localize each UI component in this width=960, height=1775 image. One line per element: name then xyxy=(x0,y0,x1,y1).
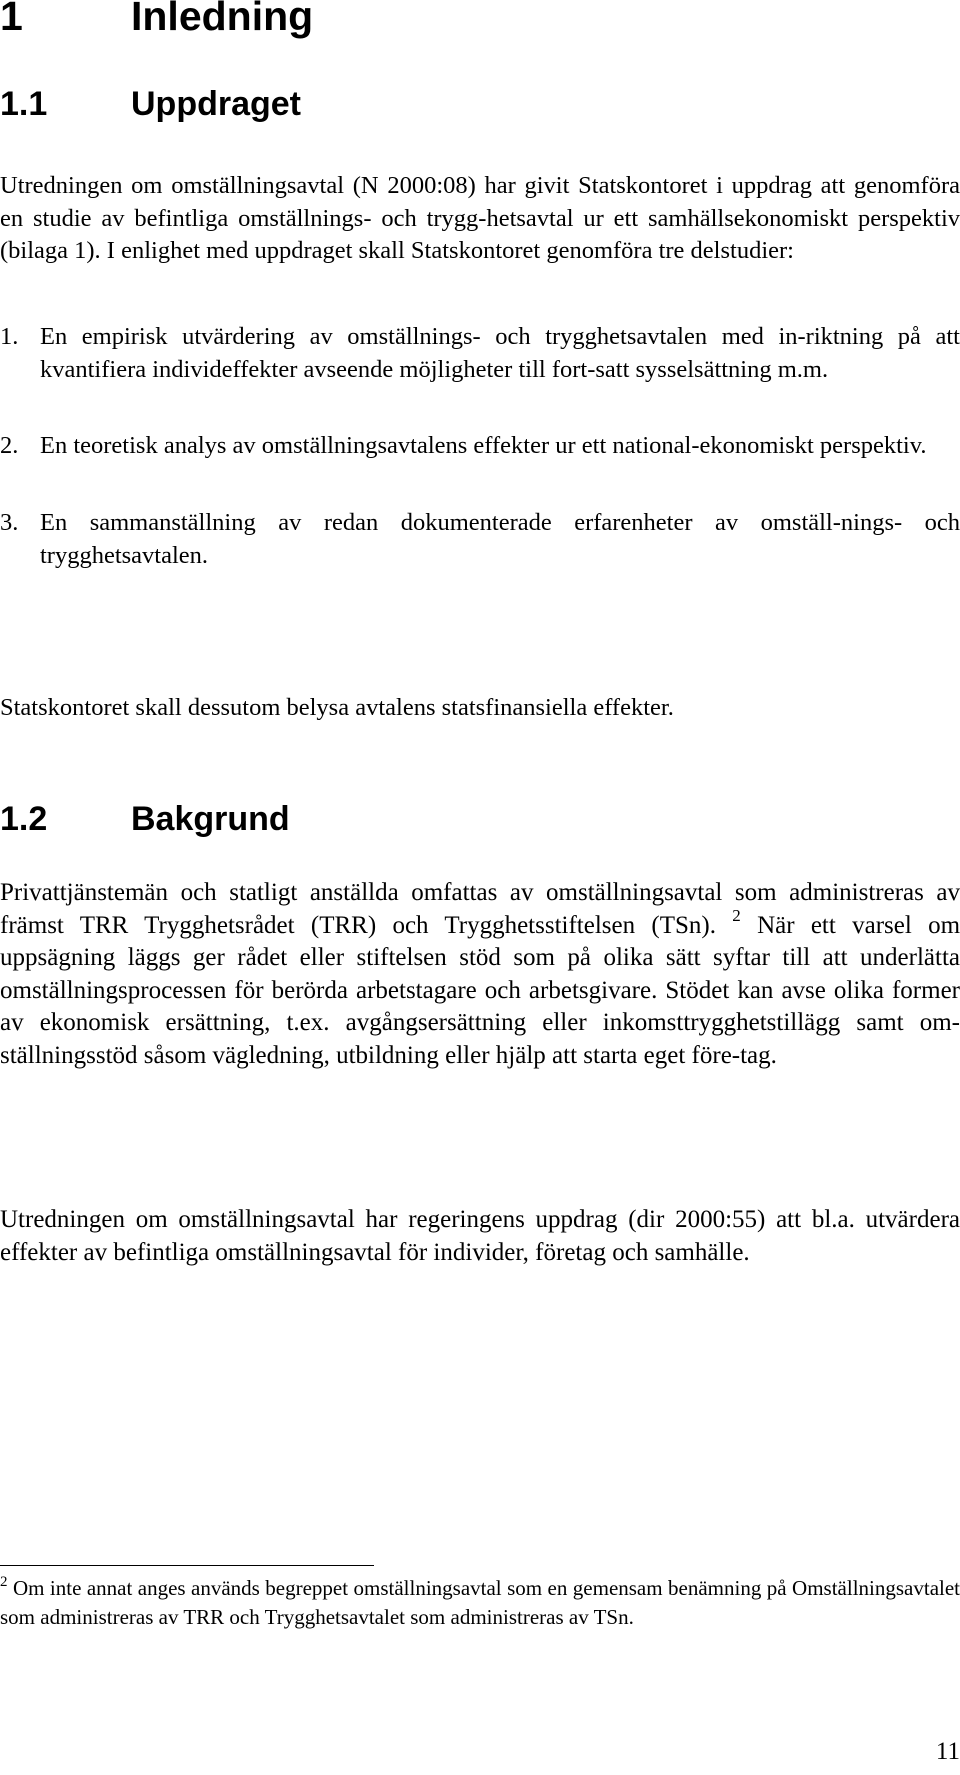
list-marker: 1. xyxy=(0,323,19,350)
section-title: Uppdraget xyxy=(131,85,301,123)
bakgrund-paragraph-1 xyxy=(0,877,960,1072)
list-item xyxy=(0,321,960,386)
uppdraget-intro-paragraph: Utredningen om omställningsavtal (N 2000:08) har givit Statskontoret i uppdrag att genomföra en studie av befintliga omställnings- och trygg-hetsavtal ur ett samhällsekonomiskt perspektiv (bilaga 1). I enlighet med uppdraget skall Statskontoret genomföra tre delstudier: xyxy=(0,172,960,264)
section-number: 1.2 xyxy=(0,800,48,838)
list-item-text: En empirisk utvärdering av omställnings- och trygghetsavtalen med in-riktning på att kvantifiera individeffekter avseende möjligheter till fort-satt sysselsättning m.m. xyxy=(40,323,960,383)
footnote-text: Om inte annat anges används begreppet omställningsavtal som en gemensam benämning på Omställningsavtalet som administreras av TRR och Trygghetsavtalet som administreras av TSn. xyxy=(0,1576,960,1629)
bakgrund-paragraph-2: Utredningen om omställningsavtal har regeringens uppdrag (dir 2000:55) att bl.a. utvärdera effekter av befintliga omställningsavtal för individer, företag och samhälle. xyxy=(0,1206,960,1266)
section-number: 1.1 xyxy=(0,85,48,123)
list-item xyxy=(0,507,960,572)
section-heading-uppdraget xyxy=(0,84,301,124)
chapter-number: 1 xyxy=(0,0,23,39)
list-item-text: En sammanställning av redan dokumenterade erfarenheter av omställ-nings- och trygghetsavtalen. xyxy=(40,509,960,569)
footnote-separator xyxy=(0,1565,374,1566)
list-item xyxy=(0,430,960,463)
closing-sentence-text: Statskontoret skall dessutom belysa avtalens statsfinansiella effekter. xyxy=(0,694,674,721)
footnote xyxy=(0,1574,960,1632)
list-marker: 3. xyxy=(0,509,19,536)
bakgrund-text-part-2: När ett varsel om uppsägning läggs ger rådet eller stiftelsen stöd som på olika sätt syftar till att underlätta omställningsprocessen för berörda arbetstagare och arbetsgivare. Stödet kan avse olika former av ekonomisk ersättning, t.ex. avgångsersättning eller inkomsttrygghetstillägg samt om-ställningsstöd såsom vägledning, utbildning eller hjälp att starta eget före-tag. xyxy=(0,911,960,1069)
section-heading-bakgrund xyxy=(0,799,290,839)
list-item-text: En teoretisk analys av omställningsavtalens effekter ur ett national-ekonomiskt perspektiv. xyxy=(40,432,927,459)
chapter-title: Inledning xyxy=(131,0,314,39)
list-marker: 2. xyxy=(0,432,19,459)
footnote-marker: 2 xyxy=(0,1574,8,1590)
page-number: 11 xyxy=(935,1738,960,1765)
closing-sentence xyxy=(0,692,960,725)
bakgrund-text-part-1: Privattjänstemän och statligt anställda omfattas av omställningsavtal som administreras av främst TRR Trygghetsrådet (TRR) och Trygghetsstiftelsen (TSn). xyxy=(0,879,960,939)
section-title: Bakgrund xyxy=(131,800,290,838)
footnote-reference: 2 xyxy=(732,905,741,925)
chapter-heading xyxy=(0,0,313,40)
